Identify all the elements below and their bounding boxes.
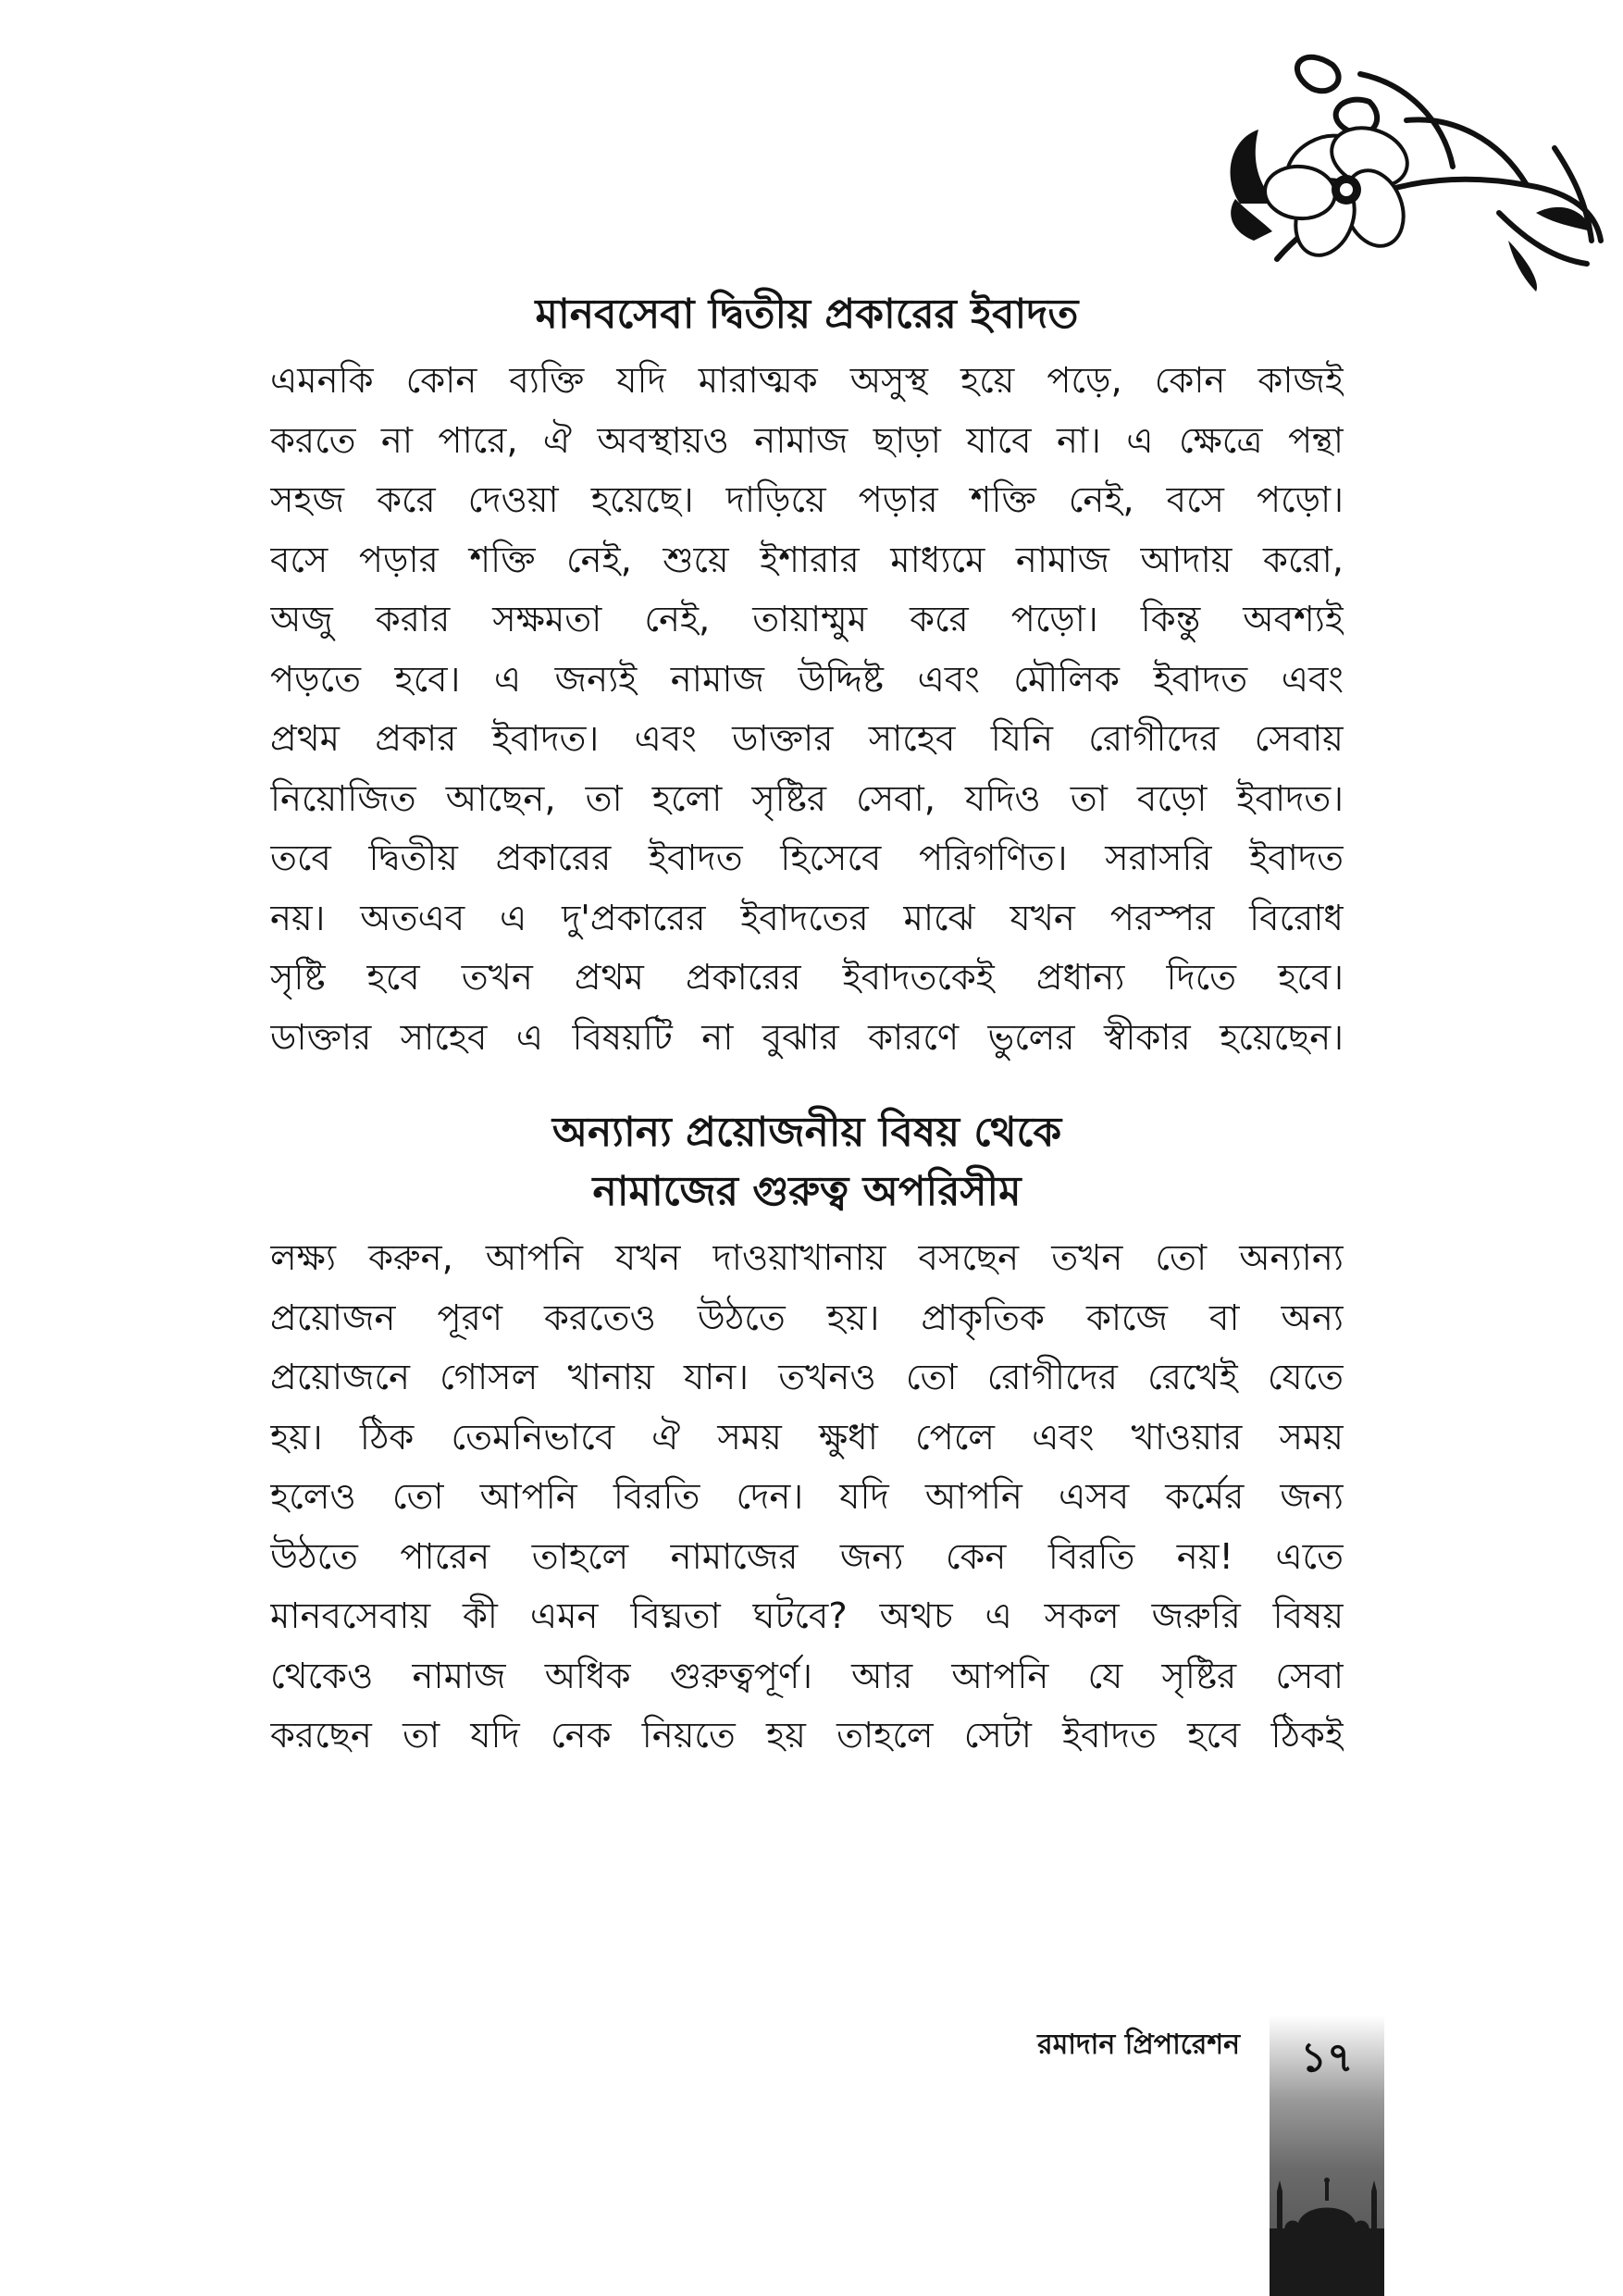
text-line: নিয়োজিত আছেন, তা হলো সৃষ্টির সেবা, যদিও তা বড়ো ইবাদত। [270, 777, 1344, 820]
floral-ornament [1221, 28, 1610, 296]
text-line: প্রয়োজনে গোসল খানায় যান। তখনও তো রোগীদের রেখেই যেতে [270, 1357, 1344, 1398]
body-paragraph [270, 352, 1344, 1068]
text-line: নয়। অতএব এ দু'প্রকারের ইবাদতের মাঝে যখন পরস্পর বিরোধ [270, 897, 1344, 939]
book-title: রমাদান প্রিপারেশন [1037, 2029, 1240, 2061]
section-heading: মানবসেবা দ্বিতীয় প্রকারের ইবাদত [535, 291, 1079, 338]
text-line: অজু করার সক্ষমতা নেই, তায়াম্মুম করে পড়ো। কিন্তু অবশ্যই [270, 599, 1344, 640]
page-number: ১৭ [1300, 2034, 1354, 2081]
text-line: তবে দ্বিতীয় প্রকারের ইবাদত হিসেবে পরিগণিত। সরাসরি ইবাদত [270, 838, 1344, 879]
text-line: হলেও তো আপনি বিরতি দেন। যদি আপনি এসব কর্মের জন্য [270, 1476, 1344, 1518]
text-line: লক্ষ্য করুন, আপনি যখন দাওয়াখানায় বসছেন তখন তো অন্যান্য [270, 1237, 1344, 1279]
page-number-tab [1270, 2016, 1384, 2296]
mosque-silhouette-icon [1270, 2164, 1384, 2296]
page-content [270, 278, 1344, 1767]
text-line: প্রয়োজন পূরণ করতেও উঠতে হয়। প্রাকৃতিক কাজে বা অন্য [270, 1297, 1344, 1339]
text-line: এমনকি কোন ব্যক্তি যদি মারাত্মক অসুস্থ হয়ে পড়ে, কোন কাজই [270, 360, 1344, 402]
text-line: প্রথম প্রকার ইবাদত। এবং ডাক্তার সাহেব যিনি রোগীদের সেবায় [270, 718, 1344, 760]
text-line: সৃষ্টি হবে তখন প্রথম প্রকারের ইবাদতকেই প্রধান্য দিতে হবে। [270, 957, 1344, 999]
text-line: বসে পড়ার শক্তি নেই, শুয়ে ইশারার মাধ্যমে নামাজ আদায় করো, [270, 539, 1344, 581]
text-line: করছেন তা যদি নেক নিয়তে হয় তাহলে সেটা ইবাদত হবে ঠিকই [270, 1715, 1344, 1756]
text-line: ডাক্তার সাহেব এ বিষয়টি না বুঝার কারণে ভুলের স্বীকার হয়েছেন। [270, 1016, 1344, 1059]
text-line: পড়তে হবে। এ জন্যই নামাজ উদ্দিষ্ট এবং মৌলিক ইবাদত এবং [270, 658, 1344, 701]
text-line: মানবসেবায় কী এমন বিঘ্নতা ঘটবে? অথচ এ সকল জরুরি বিষয় [270, 1595, 1344, 1637]
text-line: করতে না পারে, ঐ অবস্থায়ও নামাজ ছাড়া যাবে না। এ ক্ষেত্রে পন্থা [270, 419, 1344, 462]
text-line: হয়। ঠিক তেমনিভাবে ঐ সময় ক্ষুধা পেলে এবং খাওয়ার সময় [270, 1416, 1344, 1458]
text-line: সহজ করে দেওয়া হয়েছে। দাড়িয়ে পড়ার শক্তি নেই, বসে পড়ো। [270, 479, 1344, 521]
text-line: উঠতে পারেন তাহলে নামাজের জন্য কেন বিরতি নয়! এতে [270, 1535, 1344, 1578]
text-line: থেকেও নামাজ অধিক গুরুত্বপূর্ণ। আর আপনি যে সৃষ্টির সেবা [270, 1655, 1344, 1697]
section-heading-line-2: নামাজের গুরুত্ব অপরিসীম [592, 1168, 1022, 1215]
section-heading-line-1: অন্যান্য প্রয়োজনীয় বিষয় থেকে [551, 1109, 1062, 1156]
body-paragraph [270, 1229, 1344, 1767]
